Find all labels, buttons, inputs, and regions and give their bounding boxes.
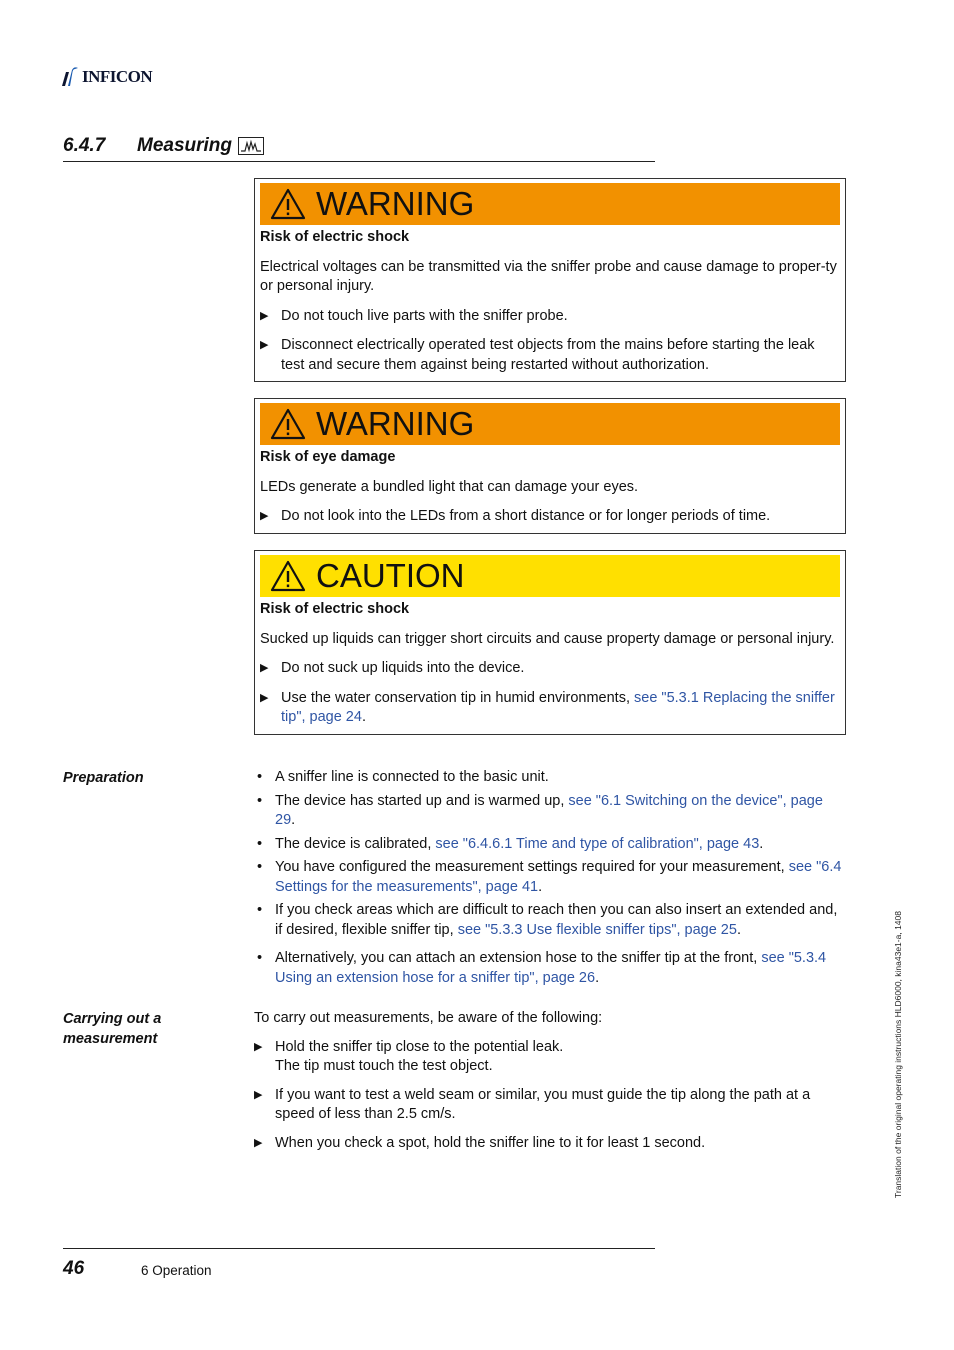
measurement-steps <box>254 1009 846 1153</box>
page-number: 46 <box>63 1258 85 1279</box>
signal-word: WARNING <box>316 405 475 443</box>
list-item: • Alternatively, you can attach an extension hose to the sniffer tip at the front, see "5.3.4 Using an extension hose for a sniffer tip", page 26. <box>254 949 846 988</box>
list-item: • The device is calibrated, see "6.4.6.1 Time and type of calibration", page 43. <box>254 835 846 855</box>
list-item: • If you check areas which are difficult to reach then you can also insert an extended and, if desired, flexible sniffer tip, see "5.3.3 Use flexible sniffer tips", page 25. <box>254 901 846 940</box>
bullet-icon: • <box>257 902 263 918</box>
document-reference: Translation of the original operating instructions HLD6000, kina43e1-a, 1408 <box>893 911 903 1198</box>
cross-reference-link[interactable]: see "6.1 Switching on the device", page 29 <box>275 792 823 828</box>
arrow-right-icon: ▶ <box>254 1088 263 1101</box>
step-item: ▶ Hold the sniffer tip close to the potential leak. The tip must touch the test object. <box>254 1038 846 1077</box>
risk-description: LEDs generate a bundled light that can damage your eyes. <box>260 478 639 495</box>
bullet-icon: • <box>257 835 263 852</box>
arrow-right-icon: ▶ <box>254 1040 263 1053</box>
caution-banner <box>260 555 840 597</box>
section-heading <box>63 130 655 162</box>
footer-chapter: 6 Operation <box>141 1263 212 1278</box>
action-item <box>260 507 840 527</box>
arrow-right-icon: ▶ <box>260 662 269 674</box>
cross-reference-link[interactable]: see "5.3.1 Replacing the sniffer tip", page 24 <box>281 689 835 725</box>
signal-word: CAUTION <box>316 557 465 595</box>
cross-reference-link[interactable]: see "5.3.4 Using an extension hose for a sniffer tip", page 26 <box>275 950 827 986</box>
bullet-icon: • <box>257 792 263 809</box>
warning-box-electric-shock <box>254 178 846 382</box>
bullet-icon: • <box>257 769 263 785</box>
action-item <box>260 336 840 375</box>
inficon-logo-text: INFICON <box>82 67 153 86</box>
step-item: ▶ When you check a spot, hold the sniffer line to it for least 1 second. <box>254 1134 846 1154</box>
arrow-right-icon: ▶ <box>260 339 269 351</box>
warning-triangle-icon <box>270 560 306 592</box>
cross-reference-link[interactable]: see "6.4.6.1 Time and type of calibration", page 43 <box>435 835 760 852</box>
arrow-right-icon: ▶ <box>254 1136 263 1149</box>
risk-title: Risk of electric shock <box>260 601 410 617</box>
action-text: Do not look into the LEDs from a short distance or for longer periods of time. <box>281 508 771 524</box>
inficon-logo <box>60 66 152 88</box>
list-item: • The device has started up and is warmed up, see "6.1 Switching on the device", page 29. <box>254 792 846 831</box>
footer-divider <box>63 1248 655 1249</box>
arrow-right-icon: ▶ <box>260 691 269 704</box>
bullet-icon: • <box>257 859 263 875</box>
cross-reference-link[interactable]: see "6.4 Settings for the measurements", page 41 <box>275 859 842 895</box>
risk-description: Sucked up liquids can trigger short circuits and cause property damage or personal injury. <box>260 630 835 647</box>
action-item <box>260 689 840 728</box>
action-text: Do not touch live parts with the sniffer probe. <box>281 307 568 324</box>
arrow-right-icon: ▶ <box>260 510 269 522</box>
preparation-label: Preparation <box>63 770 144 786</box>
list-item: • You have configured the measurement settings required for your measurement, see "6.4 Settings for the measurements", page 41. <box>254 858 846 897</box>
list-item: • A sniffer line is connected to the basic unit. <box>254 768 846 788</box>
section-number: 6.4.7 <box>63 134 106 156</box>
warning-triangle-icon <box>270 408 306 440</box>
risk-description: Electrical voltages can be transmitted via the sniffer probe and cause damage to proper-ty or personal injury. <box>260 258 837 294</box>
arrow-right-icon: ▶ <box>260 309 269 322</box>
cross-reference-link[interactable]: see "5.3.3 Use flexible sniffer tips", page 25 <box>457 921 737 938</box>
action-text: Do not suck up liquids into the device. <box>281 660 525 676</box>
preparation-list <box>254 768 846 992</box>
inficon-logo-icon <box>60 66 80 88</box>
measurement-intro: To carry out measurements, be aware of the following: <box>254 1010 603 1026</box>
risk-title: Risk of electric shock <box>260 229 410 245</box>
bullet-icon: • <box>257 950 263 966</box>
risk-title: Risk of eye damage <box>260 449 396 465</box>
section-title: Measuring <box>137 134 233 156</box>
caution-box-electric-shock <box>254 550 846 735</box>
warning-triangle-icon <box>270 188 306 220</box>
action-item <box>260 659 840 679</box>
action-item <box>260 307 840 327</box>
signal-word: WARNING <box>316 185 475 223</box>
warning-banner <box>260 183 840 225</box>
step-item: ▶ If you want to test a weld seam or similar, you must guide the tip along the path at a speed of less than 2.5 cm/s. <box>254 1086 846 1125</box>
action-text: Use the water conservation tip in humid environments, see "5.3.1 Replacing the sniffer tip", page 24. <box>281 689 835 725</box>
measurement-curve-icon <box>238 137 264 155</box>
measurement-label: Carrying out a measurement <box>63 1011 162 1047</box>
action-text: Disconnect electrically operated test objects from the mains before starting the leak test and secure them against being restarted without authorization. <box>281 337 815 373</box>
warning-banner <box>260 403 840 445</box>
warning-box-eye-damage <box>254 398 846 534</box>
